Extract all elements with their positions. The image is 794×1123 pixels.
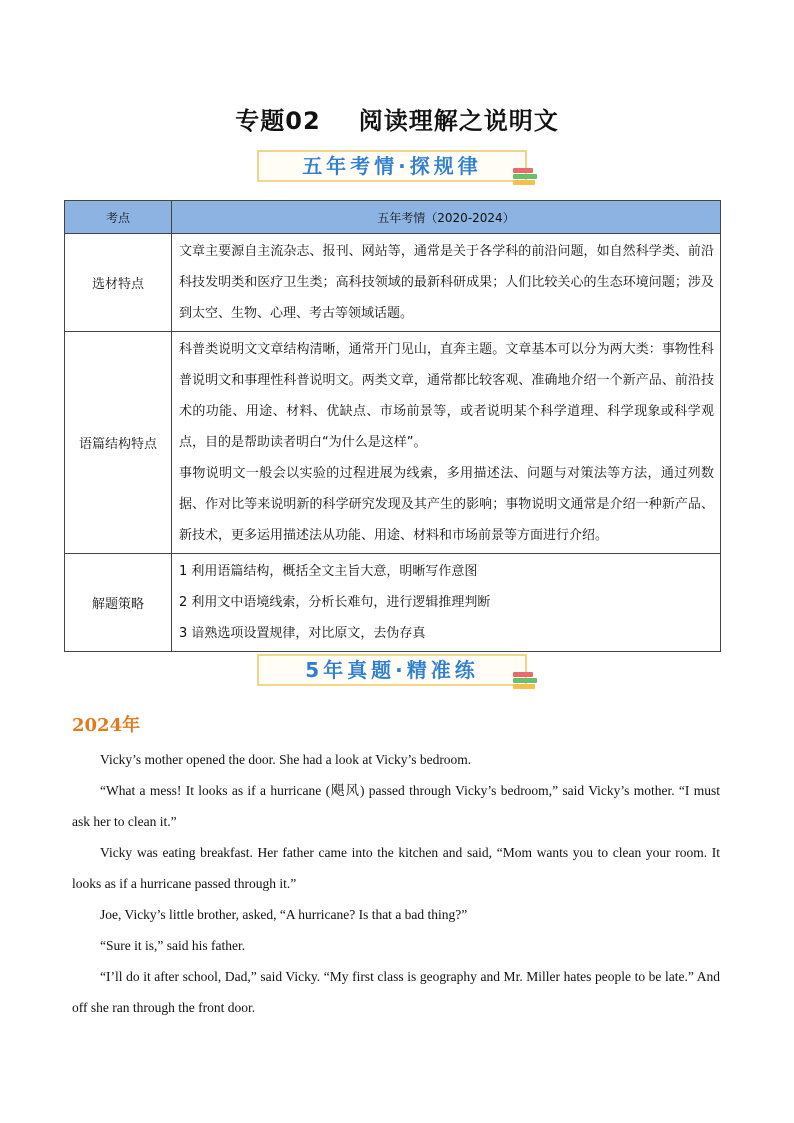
row-label: 选材特点 <box>65 234 172 332</box>
content-paragraph: 文章主要源自主流杂志、报刊、网站等，通常是关于各学科的前沿问题，如自然科学类、前沿科技发明类和医疗卫生类；高科技领域的最新科研成果；人们比较关心的生态环境问题；涉及到太空、生物、心理、考古等领域话题。 <box>179 244 714 321</box>
content-paragraph: 科普类说明文文章结构清晰，通常开门见山，直奔主题。文章基本可以分为两大类：事物性科普说明文和事理性科普说明文。两类文章，通常都比较客观、准确地介绍一个新产品、前沿技术的功能、用途、材料、优缺点、市场前景等，或者说明某个科学道理、科学现象或科学观点，目的是帮助读者明白“为什么是这样”。 <box>179 342 714 450</box>
section-banner-past-papers <box>257 654 527 686</box>
title-topic-number: 专题02 <box>235 107 321 135</box>
row-label: 语篇结构特点 <box>65 332 172 554</box>
banner-label: 五年考情·探规律 <box>302 154 482 178</box>
passage-paragraph: Vicky’s mother opened the door. She had a look at Vicky’s bedroom. <box>100 752 472 767</box>
row-content <box>172 332 721 554</box>
page-title <box>0 101 794 136</box>
books-icon <box>513 166 539 188</box>
passage-paragraph: “What a mess! It looks as if a hurricane (飓风) passed through Vicky’s bedroom,” said Vicky’s mother. “I must ask her to clean it.” <box>72 783 720 829</box>
passage-paragraph: Vicky was eating breakfast. Her father came into the kitchen and said, “Mom wants you to clean your room. It looks as if a hurricane passed through it.” <box>72 845 720 891</box>
table-row <box>65 554 721 652</box>
table-row <box>65 332 721 554</box>
header-cell: 五年考情（2020-2024） <box>172 201 721 234</box>
books-icon <box>513 670 539 692</box>
passage-paragraph: “Sure it is,” said his father. <box>100 938 246 953</box>
content-paragraph: 1 利用语篇结构，概括全文主旨大意，明晰写作意图 <box>179 564 478 579</box>
row-label: 解题策略 <box>65 554 172 652</box>
header-cell: 考点 <box>65 201 172 234</box>
section-banner-exam-trends <box>257 150 527 182</box>
banner-label: 5年真题·精准练 <box>305 658 479 682</box>
content-paragraph: 2 利用文中语境线索，分析长难句，进行逻辑推理判断 <box>179 595 491 610</box>
table-row <box>65 234 721 332</box>
reading-passage <box>72 744 720 1023</box>
row-content <box>172 554 721 652</box>
table-header-row <box>65 201 721 234</box>
content-paragraph: 3 谙熟选项设置规律，对比原文，去伪存真 <box>179 626 426 641</box>
content-paragraph: 事物说明文一般会以实验的过程进展为线索，多用描述法、问题与对策法等方法，通过列数据、作对比等来说明新的科学研究发现及其产生的影响；事物说明文通常是介绍一种新产品、新技术，更多运用描述法从功能、用途、材料和市场前景等方面进行介绍。 <box>179 466 714 543</box>
year-heading: 2024年 <box>72 715 141 736</box>
passage-paragraph: “I’ll do it after school, Dad,” said Vicky. “My first class is geography and Mr. Miller hates people to be late.” And off she ran through the front door. <box>72 969 720 1015</box>
row-content <box>172 234 721 332</box>
exam-trends-table <box>64 200 721 652</box>
passage-paragraph: Joe, Vicky’s little brother, asked, “A hurricane? Is that a bad thing?” <box>100 907 468 922</box>
title-topic-name: 阅读理解之说明文 <box>358 107 559 135</box>
